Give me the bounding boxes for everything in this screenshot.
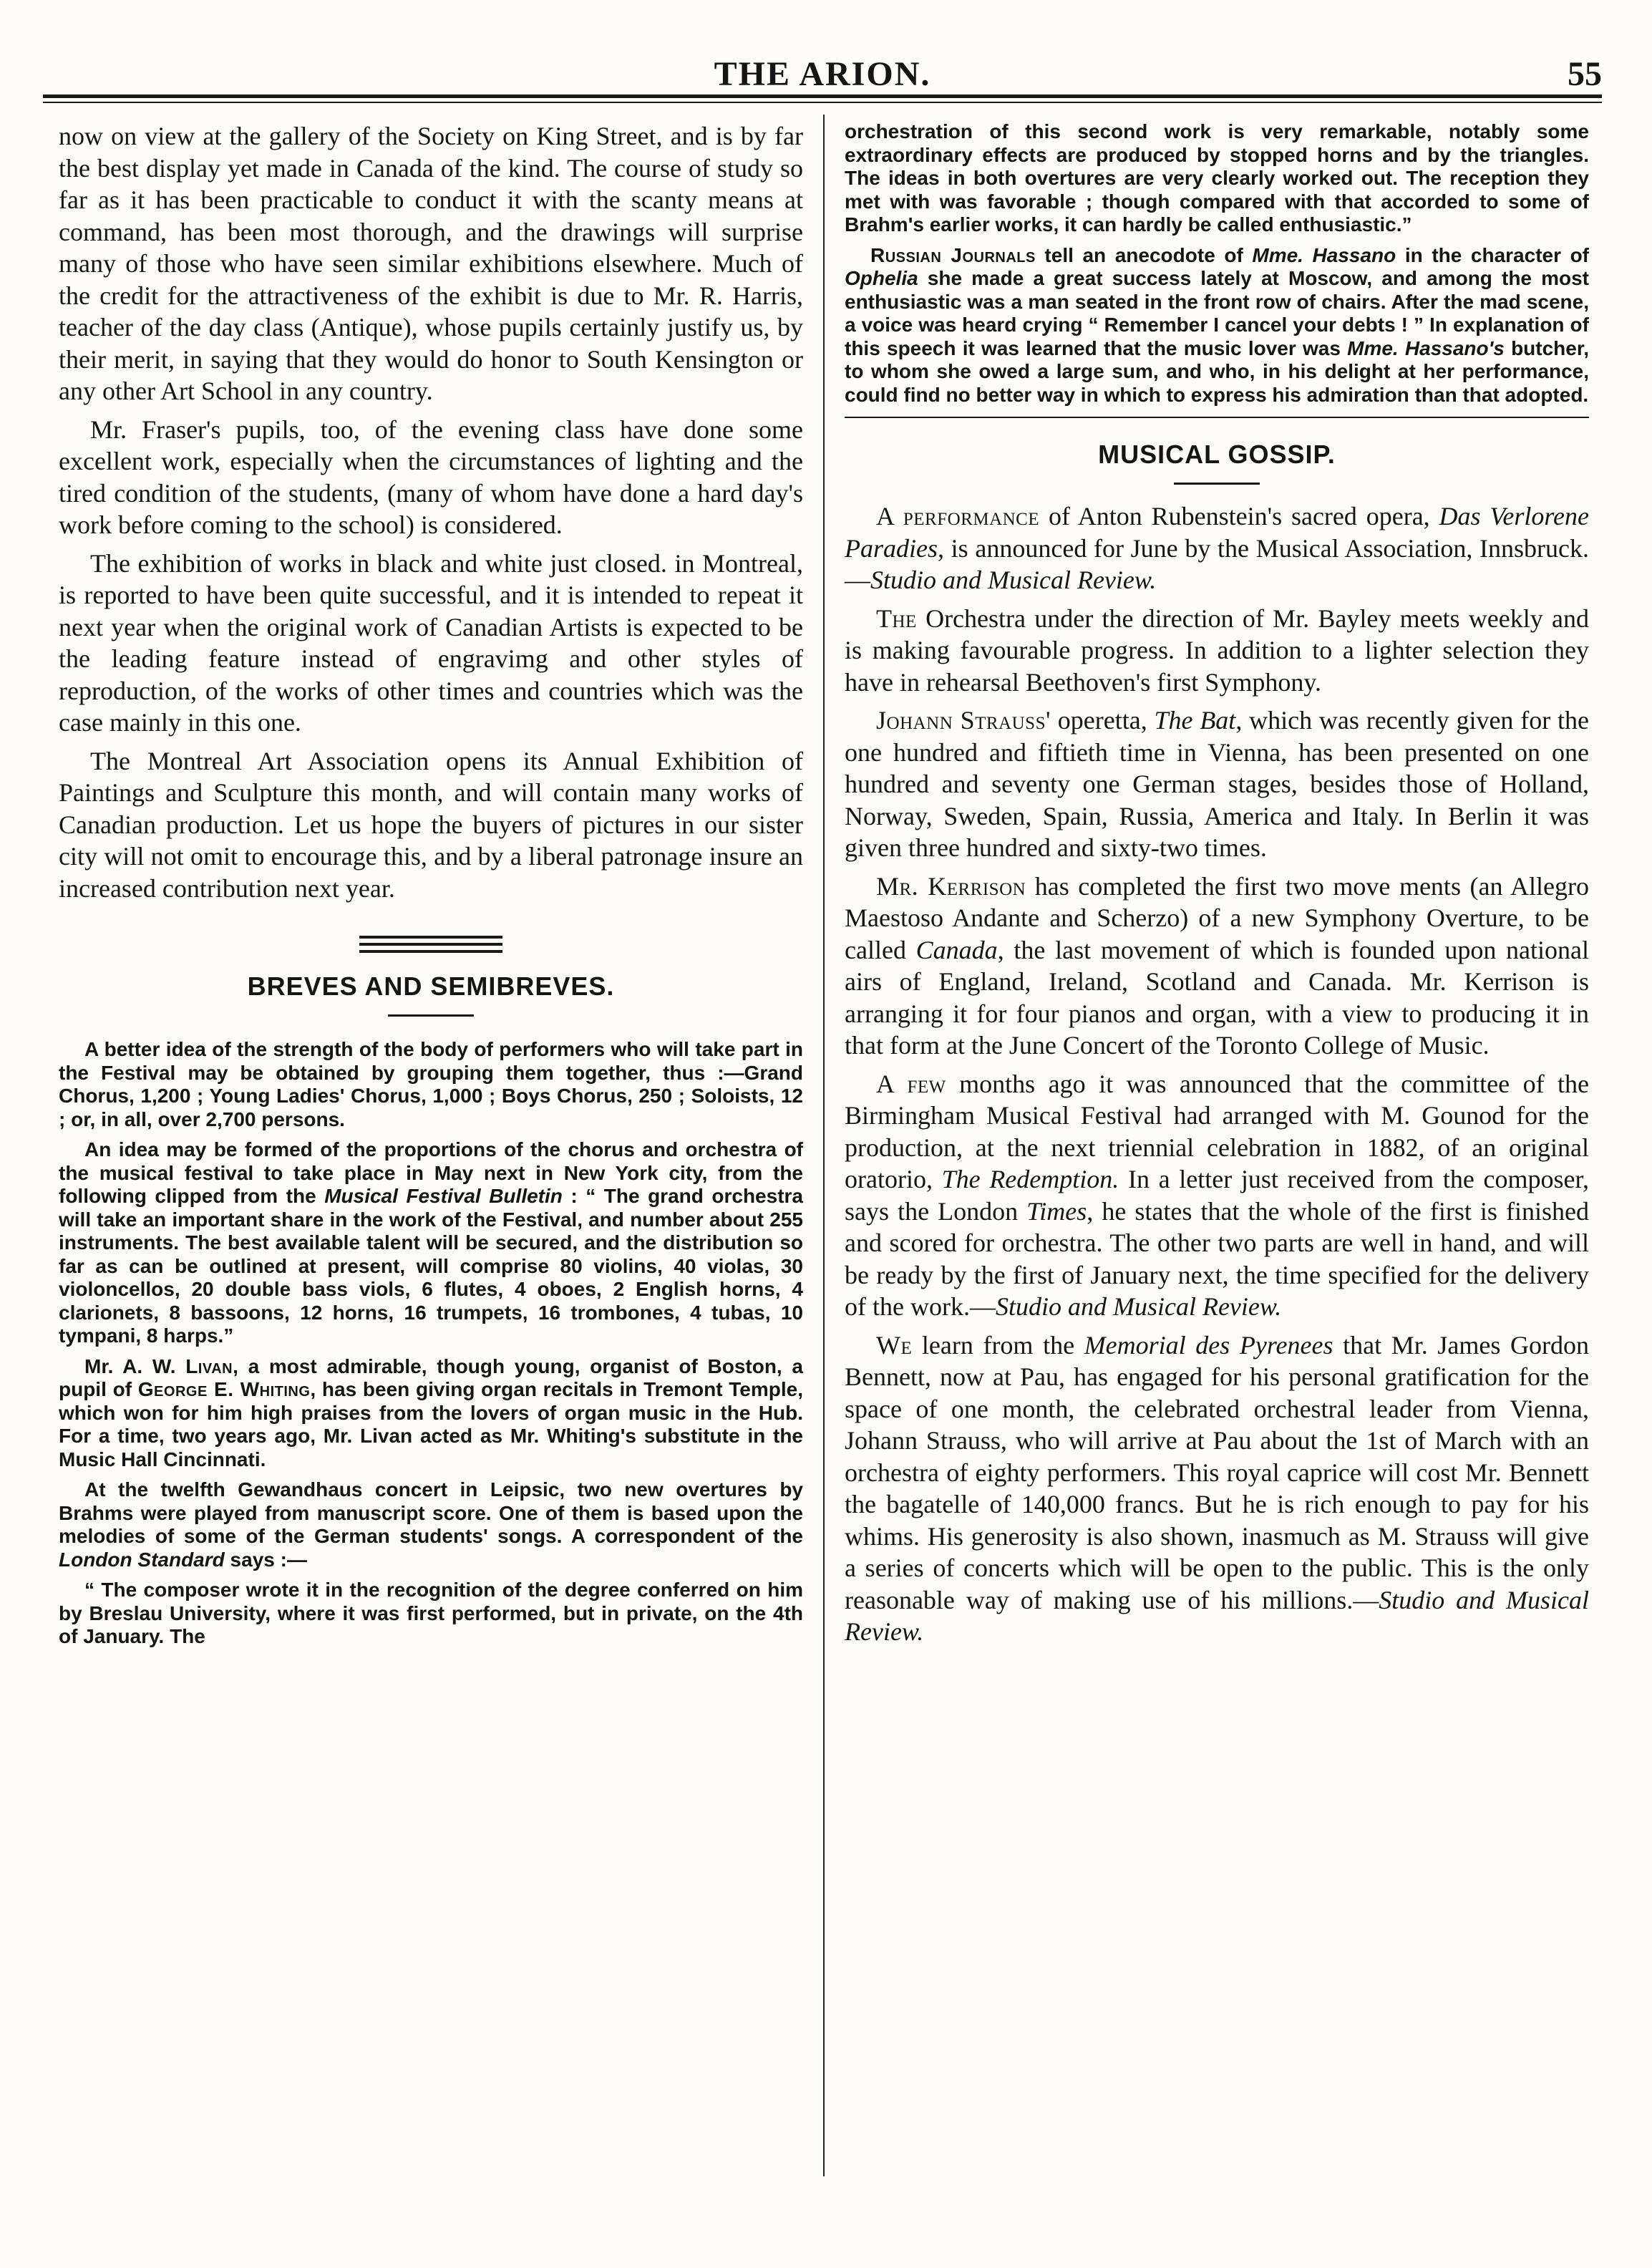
gossip-item: A performance of Anton Rubenstein's sacred opera, Das Verlorene Paradies, is announced for June by the Musical Association, Innsbruck.—Studio and Musical Review. <box>845 502 1589 594</box>
breves-heading: BREVES AND SEMIBREVES. <box>247 971 615 1001</box>
header-rule-thin <box>43 102 1602 103</box>
gossip-item: Mr. Kerrison has completed the first two move ments (an Allegro Maestoso Andante and Scherzo) of a new Symphony Overture, to be called Canada, the last movement of which is founded upon national airs of England, Ireland, Scotland and Canada. Mr. Kerrison is arranging it for four pianos and organ, with a view to producing it in that form at the June Concert of the Toronto College of Music. <box>845 871 1590 1060</box>
gossip-heading: MUSICAL GOSSIP. <box>1098 440 1336 469</box>
breves-item: “ The composer wrote it in the recognition of the degree conferred on him by Breslau University, where it was first performed, but in private, on the 4th of January. The <box>59 1579 803 1647</box>
section-separator <box>59 936 803 953</box>
heading-rule <box>388 1014 474 1017</box>
art-exhibition-article <box>59 120 803 904</box>
breves-item: At the twelfth Gewandhaus concert in Leipsic, two new overtures by Brahms were played from manuscript score. One of them is based upon the melodies of some of the German students' songs. A correspondent of the London Standard says :— <box>59 1478 803 1571</box>
article-paragraph: The Montreal Art Association opens its Annual Exhibition of Paintings and Sculpture this month, and will contain many works of Canadian production. Let us hope the buyers of pictures in our sister city will not omit to encourage this, and by a liberal patronage insure an increased contribution next year. <box>59 746 803 903</box>
gossip-item: We learn from the Memorial des Pyrenees that Mr. James Gordon Bennett, now at Pau, has engaged for his personal gratification for the space of one month, the celebrated orchestral leader from Vienna, Johann Strauss, who will arrive at Pau about the 1st of March with an orchestra of eighty performers. This royal caprice will cost Mr. Bennett the bagatelle of 140,000 francs. But he is rich enough to pay for his whims. His generosity is also shown, inasmuch as M. Strauss will give a series of concerts which will be open to the public. This is the only reasonable way of making use of his millions.—Studio and Musical Review. <box>845 1330 1589 1646</box>
gossip-item: The Orchestra under the direction of Mr. Bayley meets weekly and is making favourable progress. In addition to a lighter selection they have in rehearsal Beethoven's first Symphony. <box>845 604 1589 697</box>
page-number: 55 <box>1568 55 1602 93</box>
article-paragraph: Mr. Fraser's pupils, too, of the evening class have done some excellent work, especially when the circumstances of lighting and the tired condition of the students, (many of whom have done a hard day's work before coming to the school) is considered. <box>59 415 803 539</box>
left-column <box>59 120 803 1649</box>
breves-item: Russian Journals tell an anecodote of Mme. Hassano in the character of Ophelia she made a great success lately at Moscow, and among the most enthusiastic was a man seated in the front row of chairs. After the mad scene, a voice was heard crying “ Remember I cancel your debts ! ” In explanation of this speech it was learned that the music lover was Mme. Hassano's butcher, to whom she owed a large sum, and who, in his delight at her performance, could find no better way in which to express his admiration than that adopted. <box>845 243 1590 406</box>
running-title: THE ARION. <box>714 55 931 93</box>
article-paragraph: The exhibition of works in black and white just closed. in Montreal, is reported to have been quite successful, and it is intended to repeat it next year when the original work of Canadian Artists is expected to be the leading feature instead of engravimg and other styles of reproduction, of the works of other times and countries which was the case mainly in this one. <box>59 548 803 737</box>
person-name: George E. Whiting <box>137 1378 311 1400</box>
breves-item: orchestration of this second work is very remarkable, notably some extraordinary effects are produced by stopped horns and by the triangles. The ideas in both overtures are very clearly worked out. The reception they met with was favorable ; though compared with that accorded to some of Brahm's earlier works, it can hardly be called enthusiastic.” <box>845 120 1589 236</box>
article-paragraph: now on view at the gallery of the Society on King Street, and is by far the best display yet made in Canada of the kind. The course of study so far as it has been practicable to conduct it with the scanty means at command, has been most thorough, and the drawings will surprise many of those who have seen similar exhibitions elsewhere. Much of the credit for the attractiveness of the exhibit is due to Mr. R. Harris, teacher of the day class (Antique), whose pupils certainly justify us, by their merit, in saying that they would do honor to South Kensington or any other Art School in any country. <box>59 122 803 405</box>
section-rule <box>845 417 1589 418</box>
header-rule <box>43 94 1602 98</box>
double-rule <box>359 936 502 953</box>
person-name: Livan <box>185 1354 233 1377</box>
breves-item: Mr. A. W. Livan, a most admirable, though young, organist of Boston, a pupil of George E. Whiting, has been giving organ recitals in Tremont Temple, which won for him high praises from the lovers of organ music in the Hub. For a time, two years ago, Mr. Livan acted as Mr. Whiting's substitute in the Music Hall Cincinnati. <box>59 1354 803 1470</box>
breves-continued <box>845 120 1589 407</box>
publication-title: London Standard <box>59 1548 225 1571</box>
breves-section <box>59 1038 803 1649</box>
breves-item: A better idea of the strength of the body of performers who will take part in the Festival may be obtained by grouping them together, thus :—Grand Chorus, 1,200 ; Young Ladies' Chorus, 1,000 ; Boys Chorus, 250 ; Soloists, 12 ; or, in all, over 2,700 persons. <box>59 1038 803 1130</box>
column-divider <box>823 115 825 2176</box>
publication-title: Musical Festival Bulletin <box>324 1185 563 1207</box>
breves-item: An idea may be formed of the proportions of the chorus and orchestra of the musical festival to take place in May next in New York city, from the following clipped from the Musical Festival Bulletin : “ The grand orchestra will take an important share in the work of the Festival, and number about 255 instruments. The best available talent will be secured, and the distribution so far as can be outlined at present, will comprise 80 violins, 40 violas, 30 violoncellos, 20 double bass viols, 6 flutes, 4 oboes, 2 English horns, 4 clarionets, 8 bassoons, 12 horns, 16 trumpets, 16 trombones, 4 tubas, 10 tympani, 8 harps.” <box>59 1138 803 1347</box>
gossip-section <box>845 500 1589 1648</box>
lead-words: Russian Journals <box>870 243 1036 266</box>
right-column <box>845 120 1589 1648</box>
gossip-item: A few months ago it was announced that the committee of the Birmingham Musical Festival had arranged with M. Gounod for the production, at the next triennial celebration in 1882, of an original oratorio, The Redemption. In a letter just received from the composer, says the London Times, he states that the whole of the first is finished and scored for orchestra. The other two parts are well in hand, and will be ready by the first of January next, the time specified for the delivery of the work.—Studio and Musical Review. <box>845 1069 1590 1321</box>
gossip-item: Johann Strauss' operetta, The Bat, which was recently given for the one hundred and fiftieth time in Vienna, has been presented on one hundred and seventy one German stages, besides those of Holland, Norway, Sweden, Spain, Russia, America and Italy. In Berlin it was given three hundred and sixty-two times. <box>845 706 1589 862</box>
heading-rule <box>1174 483 1260 485</box>
